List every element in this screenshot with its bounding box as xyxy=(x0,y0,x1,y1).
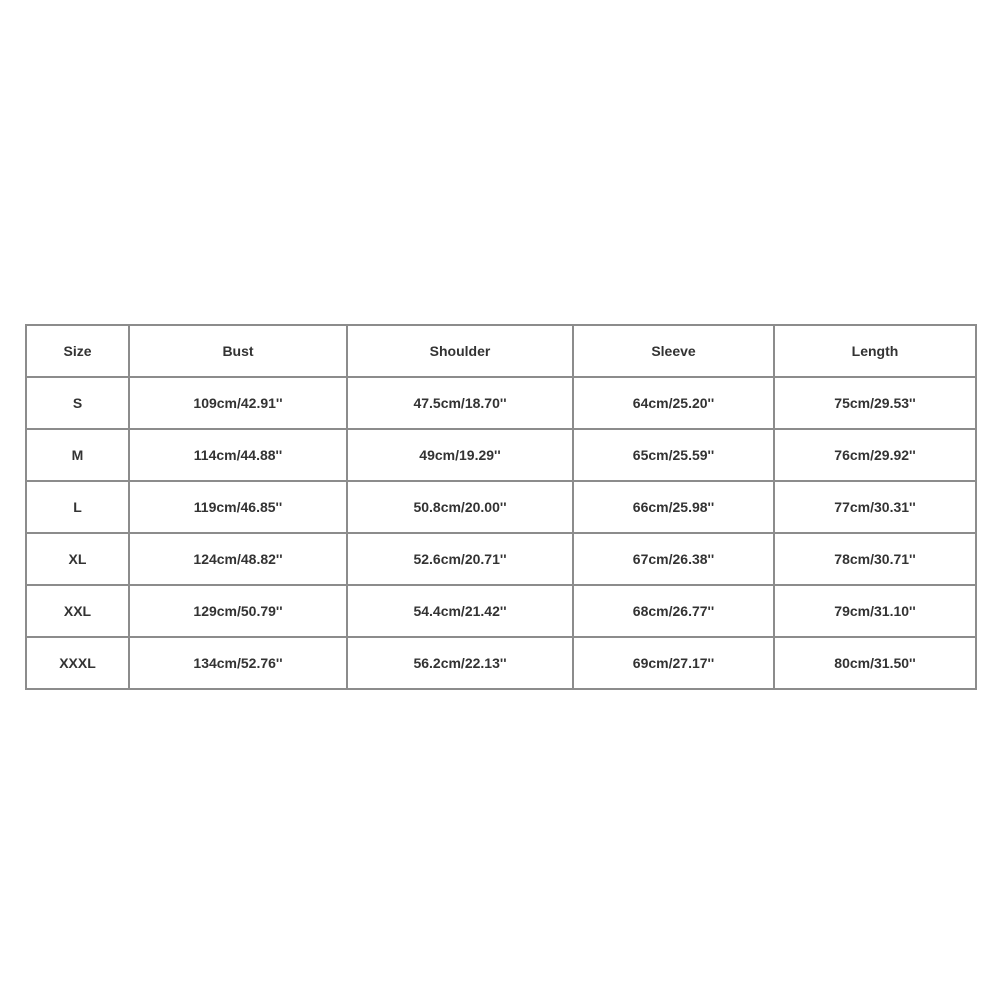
cell-sleeve: 68cm/26.77'' xyxy=(573,585,774,637)
cell-sleeve: 65cm/25.59'' xyxy=(573,429,774,481)
cell-size: XL xyxy=(26,533,129,585)
header-shoulder: Shoulder xyxy=(347,325,573,377)
cell-sleeve: 64cm/25.20'' xyxy=(573,377,774,429)
cell-length: 79cm/31.10'' xyxy=(774,585,976,637)
cell-shoulder: 47.5cm/18.70'' xyxy=(347,377,573,429)
cell-length: 75cm/29.53'' xyxy=(774,377,976,429)
cell-size: XXXL xyxy=(26,637,129,689)
cell-shoulder: 54.4cm/21.42'' xyxy=(347,585,573,637)
size-chart-table xyxy=(25,324,977,690)
cell-length: 76cm/29.92'' xyxy=(774,429,976,481)
cell-length: 80cm/31.50'' xyxy=(774,637,976,689)
cell-length: 77cm/30.31'' xyxy=(774,481,976,533)
table-row xyxy=(26,481,976,533)
header-size: Size xyxy=(26,325,129,377)
table-row xyxy=(26,637,976,689)
table-row xyxy=(26,533,976,585)
header-length: Length xyxy=(774,325,976,377)
table-row xyxy=(26,585,976,637)
header-bust: Bust xyxy=(129,325,347,377)
cell-bust: 114cm/44.88'' xyxy=(129,429,347,481)
cell-shoulder: 49cm/19.29'' xyxy=(347,429,573,481)
table-row xyxy=(26,377,976,429)
cell-bust: 124cm/48.82'' xyxy=(129,533,347,585)
cell-bust: 109cm/42.91'' xyxy=(129,377,347,429)
cell-bust: 129cm/50.79'' xyxy=(129,585,347,637)
cell-bust: 134cm/52.76'' xyxy=(129,637,347,689)
header-row xyxy=(26,325,976,377)
cell-bust: 119cm/46.85'' xyxy=(129,481,347,533)
header-sleeve: Sleeve xyxy=(573,325,774,377)
cell-shoulder: 52.6cm/20.71'' xyxy=(347,533,573,585)
table-row xyxy=(26,429,976,481)
cell-size: S xyxy=(26,377,129,429)
cell-sleeve: 66cm/25.98'' xyxy=(573,481,774,533)
cell-size: M xyxy=(26,429,129,481)
cell-shoulder: 50.8cm/20.00'' xyxy=(347,481,573,533)
cell-shoulder: 56.2cm/22.13'' xyxy=(347,637,573,689)
cell-sleeve: 67cm/26.38'' xyxy=(573,533,774,585)
cell-size: XXL xyxy=(26,585,129,637)
cell-length: 78cm/30.71'' xyxy=(774,533,976,585)
cell-sleeve: 69cm/27.17'' xyxy=(573,637,774,689)
cell-size: L xyxy=(26,481,129,533)
